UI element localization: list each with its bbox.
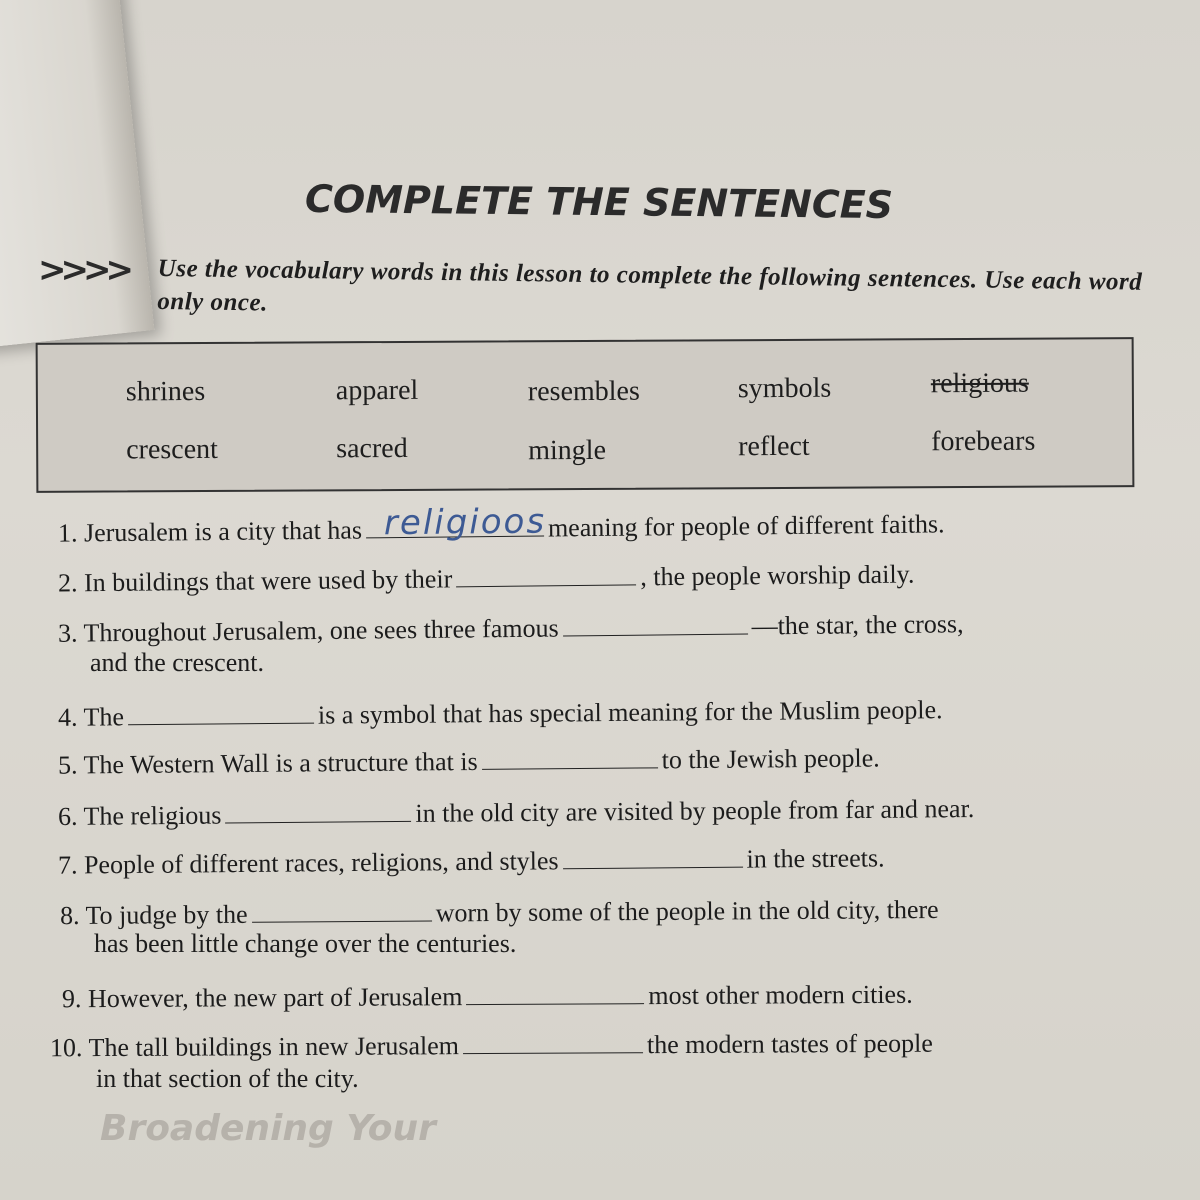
word-bank-item: crescent xyxy=(126,433,218,466)
sentence-text: The Western Wall is a structure that is xyxy=(83,746,478,780)
answer-blank[interactable] xyxy=(482,743,658,770)
sentence-number: 8. xyxy=(59,900,80,931)
sentence-text: to the Jewish people. xyxy=(661,743,880,775)
sentence-number: 3. xyxy=(57,618,78,648)
sentence-number: 7. xyxy=(57,850,78,880)
sentence-5 xyxy=(58,741,880,780)
word-bank-item: resembles xyxy=(527,375,640,408)
sentence-8 xyxy=(60,893,939,931)
word-bank-item: forebears xyxy=(931,425,1036,458)
sentence-text: in the streets. xyxy=(746,843,885,874)
answer-blank[interactable] xyxy=(128,699,314,726)
answer-blank[interactable] xyxy=(562,843,742,870)
handwritten-answer: religioos xyxy=(383,501,547,544)
sentence-text: the modern tastes of people xyxy=(646,1028,933,1060)
answer-blank[interactable] xyxy=(225,797,411,824)
sentence-text: The tall buildings in new Jerusalem xyxy=(88,1031,460,1063)
sentence-number: 10. xyxy=(49,1033,83,1063)
sentence-text: People of different races, religions, and styles xyxy=(83,846,559,880)
sentence-9 xyxy=(62,978,913,1014)
sentence-text: , the people worship daily. xyxy=(640,559,915,592)
sentence-text: Jerusalem is a city that has xyxy=(83,515,363,548)
sentence-number: 2. xyxy=(57,568,78,598)
instructions-text: Use the vocabulary words in this lesson to complete the following sentences. Use each word only once. xyxy=(157,254,1143,317)
sentence-7 xyxy=(58,841,885,880)
sentence-text: In buildings that were used by their xyxy=(83,564,453,598)
sentence-text: in the old city are visited by people from far and near. xyxy=(415,794,975,828)
sentence-1 xyxy=(57,501,945,548)
sentence-number: 1. xyxy=(57,518,78,548)
sentence-3-continuation: and the crescent. xyxy=(90,648,264,677)
sentence-6 xyxy=(58,792,975,832)
word-bank-item: apparel xyxy=(335,374,419,407)
word-bank-item: symbols xyxy=(737,372,832,405)
page-title: COMPLETE THE SENTENCES xyxy=(304,176,894,228)
sentence-number: 5. xyxy=(57,750,78,780)
word-bank-item-crossed: religious xyxy=(930,367,1029,400)
sentence-number: 4. xyxy=(57,702,78,732)
word-bank-item: reflect xyxy=(738,430,810,463)
sentence-text: —the star, the cross, xyxy=(751,609,964,641)
sentence-text: worn by some of the people in the old city, there xyxy=(435,894,939,928)
answer-blank[interactable] xyxy=(366,501,547,544)
sentence-number: 9. xyxy=(61,984,82,1014)
sentence-text: The religious xyxy=(83,800,222,831)
sentence-10 xyxy=(50,1027,933,1064)
sentence-2 xyxy=(58,558,915,599)
bleed-through-heading: Broadening Your xyxy=(100,1108,436,1149)
sentence-4 xyxy=(58,693,943,733)
chevron-arrows-icon: >>>> xyxy=(38,250,128,290)
answer-blank[interactable] xyxy=(463,1028,643,1054)
word-bank-item: shrines xyxy=(125,375,206,408)
sentence-text: However, the new part of Jerusalem xyxy=(87,982,463,1014)
sentence-number: 6. xyxy=(57,801,78,831)
sentence-text: The xyxy=(83,702,125,732)
sentence-8-continuation: has been little change over the centuries. xyxy=(94,929,517,958)
sentence-text: most other modern cities. xyxy=(648,979,913,1011)
word-bank-item: sacred xyxy=(336,432,408,465)
sentence-text: is a symbol that has special meaning for the Muslim people. xyxy=(317,695,943,730)
answer-blank[interactable] xyxy=(252,896,432,922)
answer-blank[interactable] xyxy=(466,979,644,1005)
sentence-3 xyxy=(58,607,964,648)
answer-blank[interactable] xyxy=(456,560,636,587)
sentence-10-continuation: in that section of the city. xyxy=(96,1064,359,1093)
sentence-text: To judge by the xyxy=(85,899,248,930)
answer-blank[interactable] xyxy=(562,610,747,637)
sentence-text: meaning for people of different faiths. xyxy=(547,509,945,543)
sentence-text: Throughout Jerusalem, one sees three famous xyxy=(83,613,559,648)
word-bank-item: mingle xyxy=(528,434,607,467)
